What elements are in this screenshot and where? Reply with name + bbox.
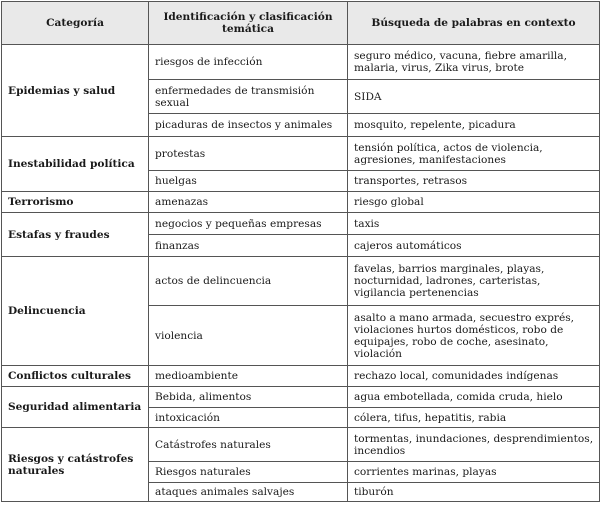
keywords-cell: tormentas, inundaciones, desprendimientos, incendios [348, 428, 600, 462]
keywords-cell: seguro médico, vacuna, fiebre amarilla, malaria, virus, Zika virus, brote [348, 45, 600, 80]
topic-cell: medioambiente [149, 366, 348, 387]
table-row [2, 428, 600, 462]
topic-cell: picaduras de insectos y animales [149, 114, 348, 137]
table-row [2, 192, 600, 213]
category-cell: Riesgos y catástrofes naturales [2, 428, 149, 502]
category-cell: Estafas y fraudes [2, 213, 149, 257]
table-row [2, 137, 600, 171]
topic-cell: Bebida, alimentos [149, 387, 348, 408]
header-row [2, 2, 600, 45]
topic-cell: violencia [149, 306, 348, 366]
keywords-cell: taxis [348, 213, 600, 235]
category-cell: Delincuencia [2, 257, 149, 366]
topic-cell: intoxicación [149, 408, 348, 428]
keywords-cell: riesgo global [348, 192, 600, 213]
category-cell: Epidemias y salud [2, 45, 149, 137]
risk-classification-table [1, 1, 600, 502]
topic-cell: enfermedades de transmisión sexual [149, 80, 348, 114]
header-search: Búsqueda de palabras en contexto [348, 2, 600, 45]
table-row [2, 366, 600, 387]
keywords-cell: SIDA [348, 80, 600, 114]
keywords-cell: corrientes marinas, playas [348, 462, 600, 483]
table-row [2, 213, 600, 235]
category-cell: Inestabilidad política [2, 137, 149, 192]
topic-cell: huelgas [149, 171, 348, 192]
keywords-cell: tiburón [348, 483, 600, 502]
keywords-cell: asalto a mano armada, secuestro exprés, violaciones hurtos domésticos, robo de equipajes, robo de coche, asesinato, violación [348, 306, 600, 366]
topic-cell: Catástrofes naturales [149, 428, 348, 462]
category-cell: Terrorismo [2, 192, 149, 213]
keywords-cell: mosquito, repelente, picadura [348, 114, 600, 137]
header-identification: Identificación y clasificación temática [149, 2, 348, 45]
topic-cell: actos de delincuencia [149, 257, 348, 306]
keywords-cell: cajeros automáticos [348, 235, 600, 257]
header-category: Categoría [2, 2, 149, 45]
category-cell: Conflictos culturales [2, 366, 149, 387]
keywords-cell: rechazo local, comunidades indígenas [348, 366, 600, 387]
topic-cell: ataques animales salvajes [149, 483, 348, 502]
category-cell: Seguridad alimentaria [2, 387, 149, 428]
topic-cell: finanzas [149, 235, 348, 257]
topic-cell: riesgos de infección [149, 45, 348, 80]
keywords-cell: tensión política, actos de violencia, agresiones, manifestaciones [348, 137, 600, 171]
keywords-cell: favelas, barrios marginales, playas, nocturnidad, ladrones, carteristas, vigilancia pertenencias [348, 257, 600, 306]
table-row [2, 257, 600, 306]
table-row [2, 387, 600, 408]
keywords-cell: agua embotellada, comida cruda, hielo [348, 387, 600, 408]
topic-cell: negocios y pequeñas empresas [149, 213, 348, 235]
topic-cell: amenazas [149, 192, 348, 213]
topic-cell: protestas [149, 137, 348, 171]
topic-cell: Riesgos naturales [149, 462, 348, 483]
keywords-cell: transportes, retrasos [348, 171, 600, 192]
keywords-cell: cólera, tifus, hepatitis, rabia [348, 408, 600, 428]
table-row [2, 45, 600, 80]
